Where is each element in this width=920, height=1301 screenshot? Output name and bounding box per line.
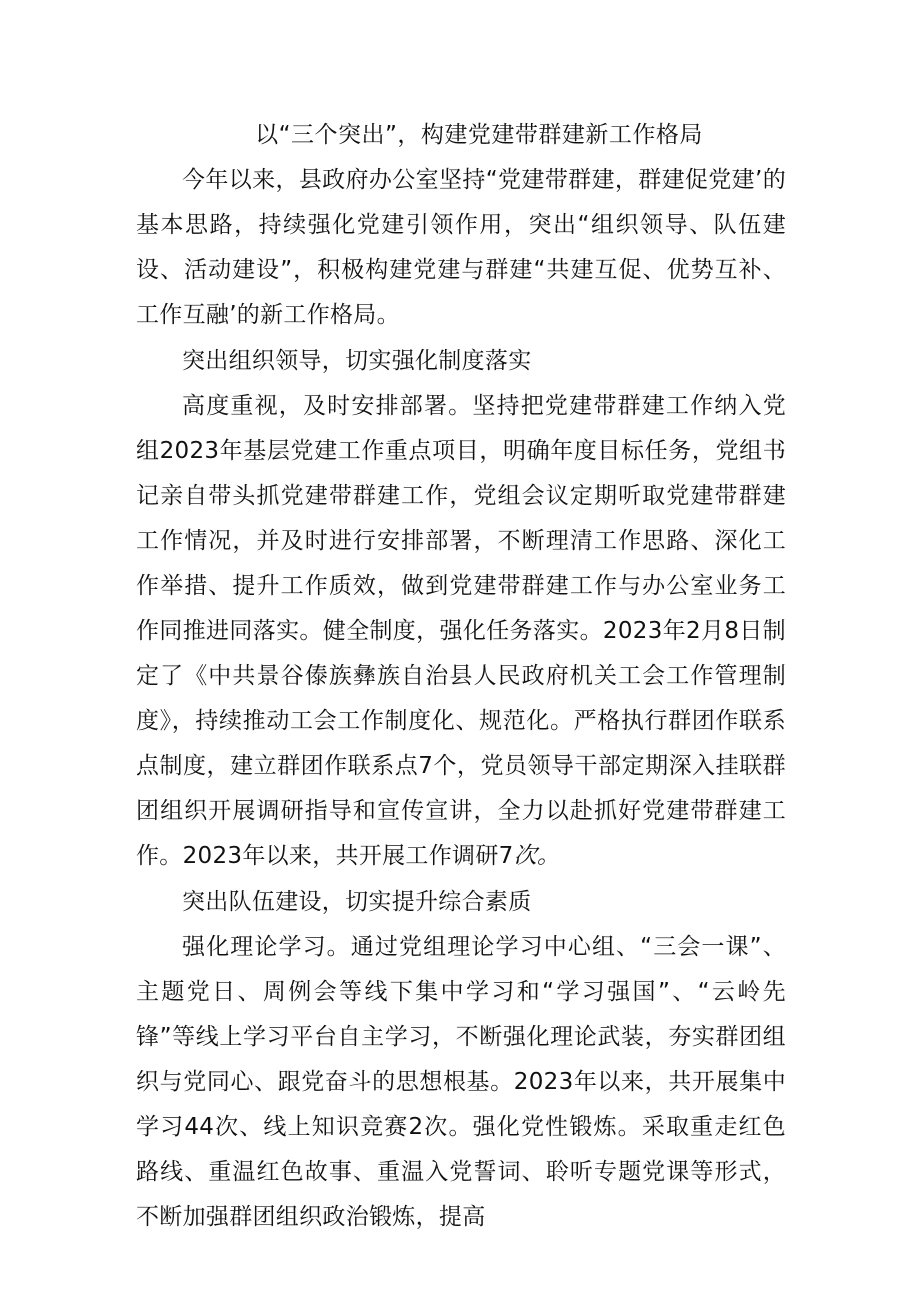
handwritten-suffix: 次。: [513, 843, 561, 869]
intro-paragraph: 今年以来，县政府办公室坚持“党建带群建，群建促党建’的基本思路，持续强化党建引领作用，突出“组织领导、队伍建设、活动建设”，积极构建党建与群建“共建互促、优势互补、工作互融’的新工作格局。: [136, 167, 786, 328]
section-paragraph-team: 强化理论学习。通过党组理论学习中心组、“三会一课”、主题党日、周例会等线下集中学习和“学习强国”、“云岭先锋”等线上学习平台自主学习，不断强化理论武装，夯实群团组织与党同心、跟党奋斗的思想根基。2023年以来，共开展集中学习44次、线上知识竞赛2次。强化党性锻炼。采取重走红色路线、重温红色故事、重温入党誓词、聆听专题党课等形式，不断加强群团组织政治锻炼，提高: [136, 934, 786, 1230]
section-heading-organization: 突出组织领导，切实强化制度落实: [182, 348, 532, 374]
document-title: 以“三个突出”，构建党建带群建新工作格局: [255, 122, 703, 148]
document-body: [136, 112, 786, 1240]
section-heading-team: 突出队伍建设，切实提升综合素质: [182, 889, 532, 915]
section-paragraph-organization: [136, 384, 786, 879]
section-body-organization: 高度重视，及时安排部署。坚持把党建带群建工作纳入党组2023年基层党建工作重点项目，明确年度目标任务，党组书记亲自带头抓党建带群建工作，党组会议定期听取党建带群建工作情况，并及时进行安排部署，不断理清工作思路、深化工作举措、提升工作质效，做到党建带群建工作与办公室业务工作同推进同落实。健全制度，强化任务落实。2023年2月8日制定了《中共景谷傣族彝族自治县人民政府机关工会工作管理制度》，持续推动工会工作制度化、规范化。严格执行群团作联系点制度，建立群团作联系点7个，党员领导干部定期深入挂联群团组织开展调研指导和宣传宣讲，全力以赴抓好党建带群建工作。2023年以来，共开展工作调研7: [136, 393, 786, 869]
